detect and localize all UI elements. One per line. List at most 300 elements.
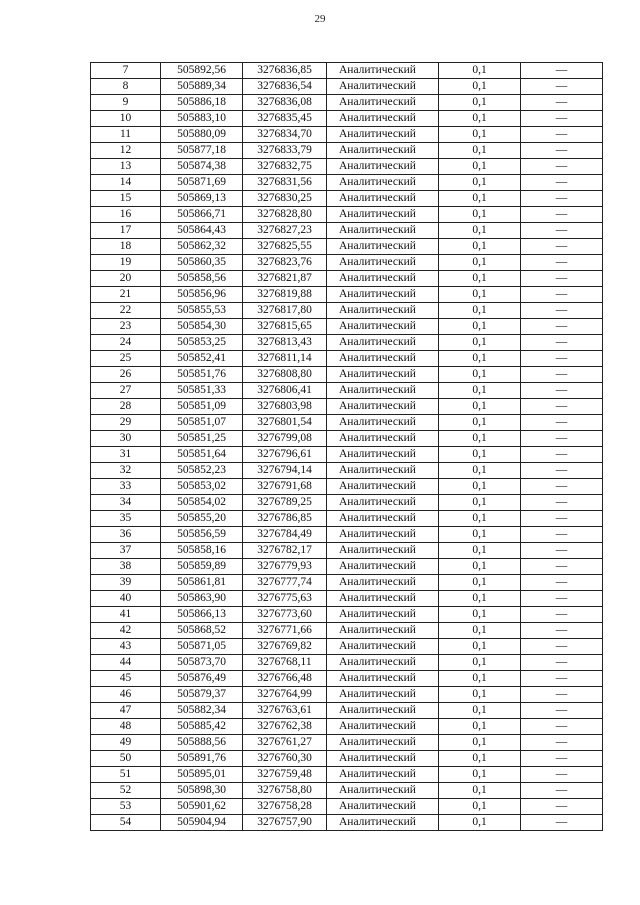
x-coordinate-cell: 505858,56 bbox=[161, 271, 243, 287]
accuracy-cell: 0,1 bbox=[439, 431, 521, 447]
x-coordinate-cell: 505885,42 bbox=[161, 719, 243, 735]
note-cell: — bbox=[521, 159, 603, 175]
table-row bbox=[91, 511, 603, 527]
x-coordinate-cell: 505876,49 bbox=[161, 671, 243, 687]
note-cell: — bbox=[521, 175, 603, 191]
method-cell: Аналитический bbox=[327, 815, 439, 831]
x-coordinate-cell: 505880,09 bbox=[161, 127, 243, 143]
accuracy-cell: 0,1 bbox=[439, 335, 521, 351]
table-row bbox=[91, 559, 603, 575]
accuracy-cell: 0,1 bbox=[439, 191, 521, 207]
table-row bbox=[91, 255, 603, 271]
note-cell: — bbox=[521, 111, 603, 127]
accuracy-cell: 0,1 bbox=[439, 767, 521, 783]
note-cell: — bbox=[521, 351, 603, 367]
note-cell: — bbox=[521, 319, 603, 335]
point-number-cell: 16 bbox=[91, 207, 161, 223]
x-coordinate-cell: 505866,71 bbox=[161, 207, 243, 223]
x-coordinate-cell: 505863,90 bbox=[161, 591, 243, 607]
accuracy-cell: 0,1 bbox=[439, 623, 521, 639]
point-number-cell: 20 bbox=[91, 271, 161, 287]
method-cell: Аналитический bbox=[327, 463, 439, 479]
note-cell: — bbox=[521, 79, 603, 95]
point-number-cell: 27 bbox=[91, 383, 161, 399]
y-coordinate-cell: 3276794,14 bbox=[243, 463, 327, 479]
method-cell: Аналитический bbox=[327, 127, 439, 143]
y-coordinate-cell: 3276777,74 bbox=[243, 575, 327, 591]
point-number-cell: 54 bbox=[91, 815, 161, 831]
method-cell: Аналитический bbox=[327, 479, 439, 495]
note-cell: — bbox=[521, 623, 603, 639]
y-coordinate-cell: 3276833,79 bbox=[243, 143, 327, 159]
point-number-cell: 52 bbox=[91, 783, 161, 799]
table-row bbox=[91, 623, 603, 639]
y-coordinate-cell: 3276835,45 bbox=[243, 111, 327, 127]
x-coordinate-cell: 505882,34 bbox=[161, 703, 243, 719]
table-row bbox=[91, 159, 603, 175]
method-cell: Аналитический bbox=[327, 767, 439, 783]
table-row bbox=[91, 815, 603, 831]
table-row bbox=[91, 495, 603, 511]
accuracy-cell: 0,1 bbox=[439, 399, 521, 415]
accuracy-cell: 0,1 bbox=[439, 783, 521, 799]
table-row bbox=[91, 543, 603, 559]
x-coordinate-cell: 505874,38 bbox=[161, 159, 243, 175]
x-coordinate-cell: 505877,18 bbox=[161, 143, 243, 159]
note-cell: — bbox=[521, 655, 603, 671]
method-cell: Аналитический bbox=[327, 191, 439, 207]
table-row bbox=[91, 303, 603, 319]
method-cell: Аналитический bbox=[327, 431, 439, 447]
table-row bbox=[91, 591, 603, 607]
point-number-cell: 51 bbox=[91, 767, 161, 783]
point-number-cell: 21 bbox=[91, 287, 161, 303]
method-cell: Аналитический bbox=[327, 367, 439, 383]
accuracy-cell: 0,1 bbox=[439, 447, 521, 463]
x-coordinate-cell: 505851,76 bbox=[161, 367, 243, 383]
point-number-cell: 48 bbox=[91, 719, 161, 735]
accuracy-cell: 0,1 bbox=[439, 735, 521, 751]
y-coordinate-cell: 3276836,54 bbox=[243, 79, 327, 95]
point-number-cell: 38 bbox=[91, 559, 161, 575]
y-coordinate-cell: 3276836,08 bbox=[243, 95, 327, 111]
method-cell: Аналитический bbox=[327, 415, 439, 431]
point-number-cell: 50 bbox=[91, 751, 161, 767]
method-cell: Аналитический bbox=[327, 671, 439, 687]
point-number-cell: 11 bbox=[91, 127, 161, 143]
accuracy-cell: 0,1 bbox=[439, 319, 521, 335]
note-cell: — bbox=[521, 63, 603, 79]
x-coordinate-cell: 505855,53 bbox=[161, 303, 243, 319]
accuracy-cell: 0,1 bbox=[439, 463, 521, 479]
accuracy-cell: 0,1 bbox=[439, 687, 521, 703]
accuracy-cell: 0,1 bbox=[439, 655, 521, 671]
method-cell: Аналитический bbox=[327, 383, 439, 399]
note-cell: — bbox=[521, 799, 603, 815]
point-number-cell: 31 bbox=[91, 447, 161, 463]
note-cell: — bbox=[521, 783, 603, 799]
accuracy-cell: 0,1 bbox=[439, 207, 521, 223]
point-number-cell: 14 bbox=[91, 175, 161, 191]
y-coordinate-cell: 3276825,55 bbox=[243, 239, 327, 255]
x-coordinate-cell: 505868,52 bbox=[161, 623, 243, 639]
accuracy-cell: 0,1 bbox=[439, 383, 521, 399]
x-coordinate-cell: 505888,56 bbox=[161, 735, 243, 751]
y-coordinate-cell: 3276828,80 bbox=[243, 207, 327, 223]
method-cell: Аналитический bbox=[327, 799, 439, 815]
table-row bbox=[91, 415, 603, 431]
x-coordinate-cell: 505871,05 bbox=[161, 639, 243, 655]
accuracy-cell: 0,1 bbox=[439, 495, 521, 511]
y-coordinate-cell: 3276827,23 bbox=[243, 223, 327, 239]
note-cell: — bbox=[521, 415, 603, 431]
method-cell: Аналитический bbox=[327, 111, 439, 127]
x-coordinate-cell: 505859,89 bbox=[161, 559, 243, 575]
point-number-cell: 53 bbox=[91, 799, 161, 815]
table-row bbox=[91, 783, 603, 799]
note-cell: — bbox=[521, 207, 603, 223]
note-cell: — bbox=[521, 639, 603, 655]
point-number-cell: 40 bbox=[91, 591, 161, 607]
note-cell: — bbox=[521, 383, 603, 399]
table-row bbox=[91, 703, 603, 719]
x-coordinate-cell: 505879,37 bbox=[161, 687, 243, 703]
x-coordinate-cell: 505852,41 bbox=[161, 351, 243, 367]
table-row bbox=[91, 383, 603, 399]
note-cell: — bbox=[521, 271, 603, 287]
table-row bbox=[91, 479, 603, 495]
point-number-cell: 13 bbox=[91, 159, 161, 175]
note-cell: — bbox=[521, 591, 603, 607]
y-coordinate-cell: 3276782,17 bbox=[243, 543, 327, 559]
y-coordinate-cell: 3276759,48 bbox=[243, 767, 327, 783]
point-number-cell: 35 bbox=[91, 511, 161, 527]
y-coordinate-cell: 3276806,41 bbox=[243, 383, 327, 399]
note-cell: — bbox=[521, 543, 603, 559]
y-coordinate-cell: 3276761,27 bbox=[243, 735, 327, 751]
point-number-cell: 15 bbox=[91, 191, 161, 207]
x-coordinate-cell: 505855,20 bbox=[161, 511, 243, 527]
table-row bbox=[91, 671, 603, 687]
point-number-cell: 7 bbox=[91, 63, 161, 79]
y-coordinate-cell: 3276766,48 bbox=[243, 671, 327, 687]
table-row bbox=[91, 95, 603, 111]
y-coordinate-cell: 3276831,56 bbox=[243, 175, 327, 191]
point-number-cell: 45 bbox=[91, 671, 161, 687]
method-cell: Аналитический bbox=[327, 239, 439, 255]
y-coordinate-cell: 3276799,08 bbox=[243, 431, 327, 447]
table-row bbox=[91, 127, 603, 143]
point-number-cell: 34 bbox=[91, 495, 161, 511]
x-coordinate-cell: 505889,34 bbox=[161, 79, 243, 95]
accuracy-cell: 0,1 bbox=[439, 799, 521, 815]
y-coordinate-cell: 3276758,28 bbox=[243, 799, 327, 815]
method-cell: Аналитический bbox=[327, 639, 439, 655]
accuracy-cell: 0,1 bbox=[439, 111, 521, 127]
accuracy-cell: 0,1 bbox=[439, 367, 521, 383]
accuracy-cell: 0,1 bbox=[439, 703, 521, 719]
y-coordinate-cell: 3276801,54 bbox=[243, 415, 327, 431]
table-row bbox=[91, 655, 603, 671]
table-row bbox=[91, 143, 603, 159]
table-row bbox=[91, 335, 603, 351]
point-number-cell: 39 bbox=[91, 575, 161, 591]
point-number-cell: 30 bbox=[91, 431, 161, 447]
note-cell: — bbox=[521, 303, 603, 319]
accuracy-cell: 0,1 bbox=[439, 511, 521, 527]
note-cell: — bbox=[521, 463, 603, 479]
y-coordinate-cell: 3276836,85 bbox=[243, 63, 327, 79]
point-number-cell: 29 bbox=[91, 415, 161, 431]
method-cell: Аналитический bbox=[327, 511, 439, 527]
y-coordinate-cell: 3276811,14 bbox=[243, 351, 327, 367]
x-coordinate-cell: 505883,10 bbox=[161, 111, 243, 127]
accuracy-cell: 0,1 bbox=[439, 719, 521, 735]
method-cell: Аналитический bbox=[327, 783, 439, 799]
y-coordinate-cell: 3276769,82 bbox=[243, 639, 327, 655]
method-cell: Аналитический bbox=[327, 351, 439, 367]
x-coordinate-cell: 505898,30 bbox=[161, 783, 243, 799]
note-cell: — bbox=[521, 687, 603, 703]
note-cell: — bbox=[521, 735, 603, 751]
note-cell: — bbox=[521, 479, 603, 495]
table-row bbox=[91, 271, 603, 287]
accuracy-cell: 0,1 bbox=[439, 127, 521, 143]
y-coordinate-cell: 3276758,80 bbox=[243, 783, 327, 799]
point-number-cell: 37 bbox=[91, 543, 161, 559]
point-number-cell: 46 bbox=[91, 687, 161, 703]
accuracy-cell: 0,1 bbox=[439, 175, 521, 191]
x-coordinate-cell: 505851,33 bbox=[161, 383, 243, 399]
table-row bbox=[91, 575, 603, 591]
note-cell: — bbox=[521, 127, 603, 143]
table-row bbox=[91, 239, 603, 255]
note-cell: — bbox=[521, 719, 603, 735]
point-number-cell: 41 bbox=[91, 607, 161, 623]
y-coordinate-cell: 3276786,85 bbox=[243, 511, 327, 527]
accuracy-cell: 0,1 bbox=[439, 543, 521, 559]
y-coordinate-cell: 3276830,25 bbox=[243, 191, 327, 207]
table-row bbox=[91, 287, 603, 303]
x-coordinate-cell: 505873,70 bbox=[161, 655, 243, 671]
y-coordinate-cell: 3276757,90 bbox=[243, 815, 327, 831]
y-coordinate-cell: 3276819,88 bbox=[243, 287, 327, 303]
note-cell: — bbox=[521, 607, 603, 623]
x-coordinate-cell: 505851,25 bbox=[161, 431, 243, 447]
x-coordinate-cell: 505854,02 bbox=[161, 495, 243, 511]
table-row bbox=[91, 63, 603, 79]
point-number-cell: 17 bbox=[91, 223, 161, 239]
point-number-cell: 23 bbox=[91, 319, 161, 335]
x-coordinate-cell: 505904,94 bbox=[161, 815, 243, 831]
accuracy-cell: 0,1 bbox=[439, 591, 521, 607]
method-cell: Аналитический bbox=[327, 143, 439, 159]
point-number-cell: 10 bbox=[91, 111, 161, 127]
method-cell: Аналитический bbox=[327, 495, 439, 511]
note-cell: — bbox=[521, 191, 603, 207]
method-cell: Аналитический bbox=[327, 207, 439, 223]
y-coordinate-cell: 3276762,38 bbox=[243, 719, 327, 735]
note-cell: — bbox=[521, 575, 603, 591]
y-coordinate-cell: 3276808,80 bbox=[243, 367, 327, 383]
y-coordinate-cell: 3276821,87 bbox=[243, 271, 327, 287]
point-number-cell: 28 bbox=[91, 399, 161, 415]
y-coordinate-cell: 3276832,75 bbox=[243, 159, 327, 175]
method-cell: Аналитический bbox=[327, 79, 439, 95]
y-coordinate-cell: 3276791,68 bbox=[243, 479, 327, 495]
y-coordinate-cell: 3276764,99 bbox=[243, 687, 327, 703]
accuracy-cell: 0,1 bbox=[439, 479, 521, 495]
note-cell: — bbox=[521, 95, 603, 111]
x-coordinate-cell: 505853,02 bbox=[161, 479, 243, 495]
accuracy-cell: 0,1 bbox=[439, 575, 521, 591]
point-number-cell: 12 bbox=[91, 143, 161, 159]
table-row bbox=[91, 639, 603, 655]
table-row bbox=[91, 399, 603, 415]
method-cell: Аналитический bbox=[327, 591, 439, 607]
accuracy-cell: 0,1 bbox=[439, 351, 521, 367]
method-cell: Аналитический bbox=[327, 287, 439, 303]
accuracy-cell: 0,1 bbox=[439, 527, 521, 543]
accuracy-cell: 0,1 bbox=[439, 815, 521, 831]
note-cell: — bbox=[521, 511, 603, 527]
x-coordinate-cell: 505854,30 bbox=[161, 319, 243, 335]
y-coordinate-cell: 3276784,49 bbox=[243, 527, 327, 543]
note-cell: — bbox=[521, 447, 603, 463]
point-number-cell: 33 bbox=[91, 479, 161, 495]
method-cell: Аналитический bbox=[327, 223, 439, 239]
y-coordinate-cell: 3276796,61 bbox=[243, 447, 327, 463]
y-coordinate-cell: 3276763,61 bbox=[243, 703, 327, 719]
y-coordinate-cell: 3276768,11 bbox=[243, 655, 327, 671]
x-coordinate-cell: 505851,09 bbox=[161, 399, 243, 415]
note-cell: — bbox=[521, 399, 603, 415]
point-number-cell: 19 bbox=[91, 255, 161, 271]
table-row bbox=[91, 463, 603, 479]
x-coordinate-cell: 505892,56 bbox=[161, 63, 243, 79]
x-coordinate-cell: 505864,43 bbox=[161, 223, 243, 239]
method-cell: Аналитический bbox=[327, 655, 439, 671]
page-number: 29 bbox=[314, 13, 326, 25]
table-row bbox=[91, 447, 603, 463]
y-coordinate-cell: 3276803,98 bbox=[243, 399, 327, 415]
method-cell: Аналитический bbox=[327, 607, 439, 623]
point-number-cell: 36 bbox=[91, 527, 161, 543]
note-cell: — bbox=[521, 495, 603, 511]
note-cell: — bbox=[521, 431, 603, 447]
x-coordinate-cell: 505851,64 bbox=[161, 447, 243, 463]
note-cell: — bbox=[521, 559, 603, 575]
x-coordinate-cell: 505866,13 bbox=[161, 607, 243, 623]
note-cell: — bbox=[521, 703, 603, 719]
table-row bbox=[91, 767, 603, 783]
method-cell: Аналитический bbox=[327, 447, 439, 463]
accuracy-cell: 0,1 bbox=[439, 303, 521, 319]
y-coordinate-cell: 3276815,65 bbox=[243, 319, 327, 335]
accuracy-cell: 0,1 bbox=[439, 159, 521, 175]
point-number-cell: 22 bbox=[91, 303, 161, 319]
method-cell: Аналитический bbox=[327, 303, 439, 319]
x-coordinate-cell: 505856,96 bbox=[161, 287, 243, 303]
table-row bbox=[91, 607, 603, 623]
y-coordinate-cell: 3276773,60 bbox=[243, 607, 327, 623]
x-coordinate-cell: 505891,76 bbox=[161, 751, 243, 767]
point-number-cell: 24 bbox=[91, 335, 161, 351]
y-coordinate-cell: 3276817,80 bbox=[243, 303, 327, 319]
note-cell: — bbox=[521, 767, 603, 783]
note-cell: — bbox=[521, 815, 603, 831]
x-coordinate-cell: 505856,59 bbox=[161, 527, 243, 543]
x-coordinate-cell: 505853,25 bbox=[161, 335, 243, 351]
table-row bbox=[91, 79, 603, 95]
coordinates-table-body bbox=[91, 63, 603, 831]
x-coordinate-cell: 505858,16 bbox=[161, 543, 243, 559]
method-cell: Аналитический bbox=[327, 175, 439, 191]
point-number-cell: 9 bbox=[91, 95, 161, 111]
table-row bbox=[91, 175, 603, 191]
accuracy-cell: 0,1 bbox=[439, 559, 521, 575]
method-cell: Аналитический bbox=[327, 735, 439, 751]
note-cell: — bbox=[521, 239, 603, 255]
method-cell: Аналитический bbox=[327, 703, 439, 719]
x-coordinate-cell: 505869,13 bbox=[161, 191, 243, 207]
x-coordinate-cell: 505862,32 bbox=[161, 239, 243, 255]
note-cell: — bbox=[521, 143, 603, 159]
point-number-cell: 42 bbox=[91, 623, 161, 639]
method-cell: Аналитический bbox=[327, 159, 439, 175]
method-cell: Аналитический bbox=[327, 719, 439, 735]
method-cell: Аналитический bbox=[327, 623, 439, 639]
point-number-cell: 44 bbox=[91, 655, 161, 671]
note-cell: — bbox=[521, 255, 603, 271]
accuracy-cell: 0,1 bbox=[439, 63, 521, 79]
point-number-cell: 8 bbox=[91, 79, 161, 95]
accuracy-cell: 0,1 bbox=[439, 287, 521, 303]
y-coordinate-cell: 3276813,43 bbox=[243, 335, 327, 351]
x-coordinate-cell: 505861,81 bbox=[161, 575, 243, 591]
accuracy-cell: 0,1 bbox=[439, 751, 521, 767]
y-coordinate-cell: 3276775,63 bbox=[243, 591, 327, 607]
x-coordinate-cell: 505852,23 bbox=[161, 463, 243, 479]
accuracy-cell: 0,1 bbox=[439, 239, 521, 255]
table-row bbox=[91, 351, 603, 367]
table-row bbox=[91, 799, 603, 815]
table-row bbox=[91, 223, 603, 239]
table-row bbox=[91, 207, 603, 223]
x-coordinate-cell: 505895,01 bbox=[161, 767, 243, 783]
note-cell: — bbox=[521, 287, 603, 303]
method-cell: Аналитический bbox=[327, 687, 439, 703]
point-number-cell: 32 bbox=[91, 463, 161, 479]
point-number-cell: 18 bbox=[91, 239, 161, 255]
x-coordinate-cell: 505871,69 bbox=[161, 175, 243, 191]
method-cell: Аналитический bbox=[327, 319, 439, 335]
table-row bbox=[91, 431, 603, 447]
accuracy-cell: 0,1 bbox=[439, 415, 521, 431]
accuracy-cell: 0,1 bbox=[439, 95, 521, 111]
x-coordinate-cell: 505851,07 bbox=[161, 415, 243, 431]
point-number-cell: 25 bbox=[91, 351, 161, 367]
note-cell: — bbox=[521, 671, 603, 687]
table-row bbox=[91, 751, 603, 767]
method-cell: Аналитический bbox=[327, 335, 439, 351]
table-row bbox=[91, 111, 603, 127]
table-row bbox=[91, 687, 603, 703]
note-cell: — bbox=[521, 367, 603, 383]
point-number-cell: 43 bbox=[91, 639, 161, 655]
coordinates-table bbox=[90, 62, 603, 831]
point-number-cell: 47 bbox=[91, 703, 161, 719]
